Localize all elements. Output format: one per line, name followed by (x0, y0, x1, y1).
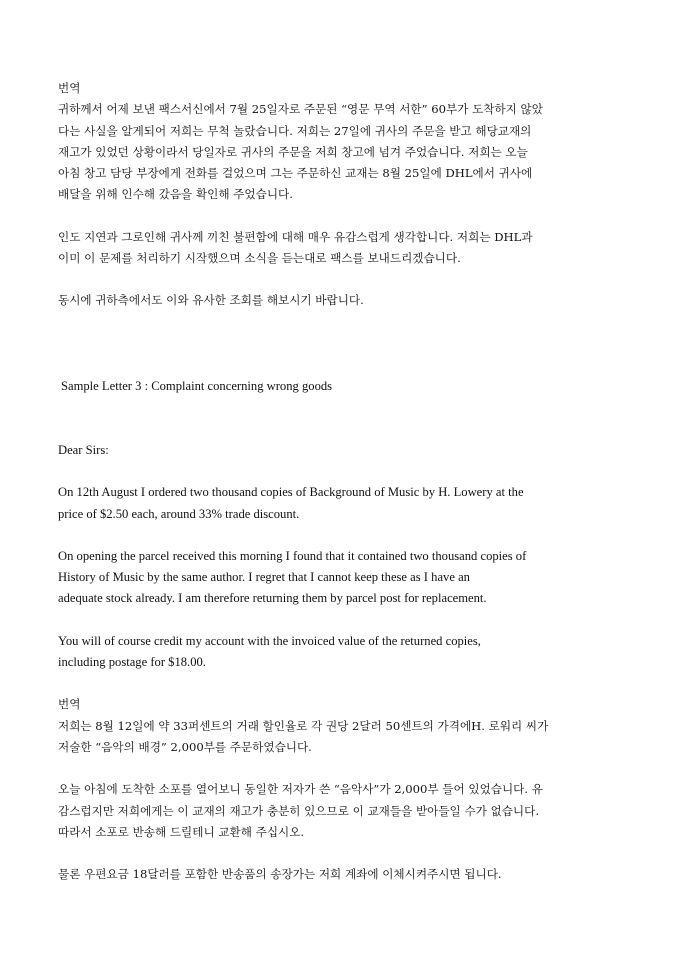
letter-paragraph-1 (58, 482, 622, 525)
text-line: 귀하께서 어제 보낸 팩스서신에서 7월 25일자로 주문된 “영문 무역 서한” 60부가 도착하지 않았 (58, 102, 543, 117)
text-line: adequate stock already. I am therefore returning them by parcel post for replacement. (58, 591, 487, 606)
translation-paragraph-3: 동시에 귀하측에서도 이와 유사한 조회를 해보시기 바랍니다. (58, 293, 364, 308)
translation-label: 번역 (58, 81, 81, 95)
translation-paragraph-2 (58, 779, 622, 843)
letter-paragraph-2 (58, 546, 622, 610)
text-line: 이미 이 문제를 처리하기 시작했으며 소식을 듣는대로 팩스를 보내드리겠습니다. (58, 251, 461, 266)
letter-document (58, 78, 622, 885)
text-line: 오늘 아침에 도착한 소포를 열어보니 동일한 저자가 쓴 “음악사”가 2,000부 들어 있었습니다. 유 (58, 782, 543, 797)
translation-paragraph-3: 물론 우편요금 18달러를 포함한 반송품의 송장가는 저희 계좌에 이체시켜주시면 됩니다. (58, 867, 502, 882)
text-line: On 12th August I ordered two thousand copies of Background of Music by H. Lowery at the (58, 485, 524, 500)
sample-letter-title: Sample Letter 3 : Complaint concerning wrong goods (61, 378, 333, 393)
translation-paragraph-1 (58, 716, 622, 759)
text-line: 배달을 위해 인수해 갔음을 확인해 주었습니다. (58, 187, 293, 202)
text-line: 다는 사실을 알게되어 저희는 무척 놀랐습니다. 저희는 27일에 귀사의 주문을 받고 해당교재의 (58, 123, 532, 138)
text-line: 감스럽지만 저희에게는 이 교재의 재고가 충분히 있으므로 이 교재들을 받아들일 수가 없습니다. (58, 803, 540, 818)
text-line: 따라서 소포로 반송해 드릴테니 교환해 주십시오. (58, 824, 305, 839)
text-line: including postage for $18.00. (58, 655, 206, 670)
text-line: 아침 창고 담당 부장에게 전화를 걸었으며 그는 주문하신 교재는 8월 25일에 DHL에서 귀사에 (58, 166, 533, 181)
translation-paragraph-1 (58, 99, 622, 205)
text-line: You will of course credit my account with the invoiced value of the returned copies, (58, 633, 481, 648)
letter-salutation: Dear Sirs: (58, 442, 109, 457)
letter-paragraph-3 (58, 631, 622, 674)
text-line: price of $2.50 each, around 33% trade discount. (58, 506, 300, 521)
text-line: 재고가 있었던 상황이라서 당일자로 귀사의 주문을 저희 창고에 넘겨 주었습니다. 저희는 오늘 (58, 144, 528, 159)
text-line: 저술한 “음악의 배경” 2,000부를 주문하였습니다. (58, 739, 312, 754)
text-line: On opening the parcel received this morning I found that it contained two thousand copies of (58, 548, 527, 563)
translation-paragraph-2 (58, 227, 622, 270)
text-line: 인도 지연과 그로인해 귀사께 끼친 불편함에 대해 매우 유감스럽게 생각합니다. 저희는 DHL과 (58, 229, 533, 244)
text-line: History of Music by the same author. I regret that I cannot keep these as I have an (58, 570, 470, 585)
text-line: 저희는 8월 12일에 약 33퍼센트의 거래 할인율로 각 권당 2달러 50센트의 가격에H. 로워리 씨가 (58, 718, 549, 733)
translation-label: 번역 (58, 697, 81, 712)
